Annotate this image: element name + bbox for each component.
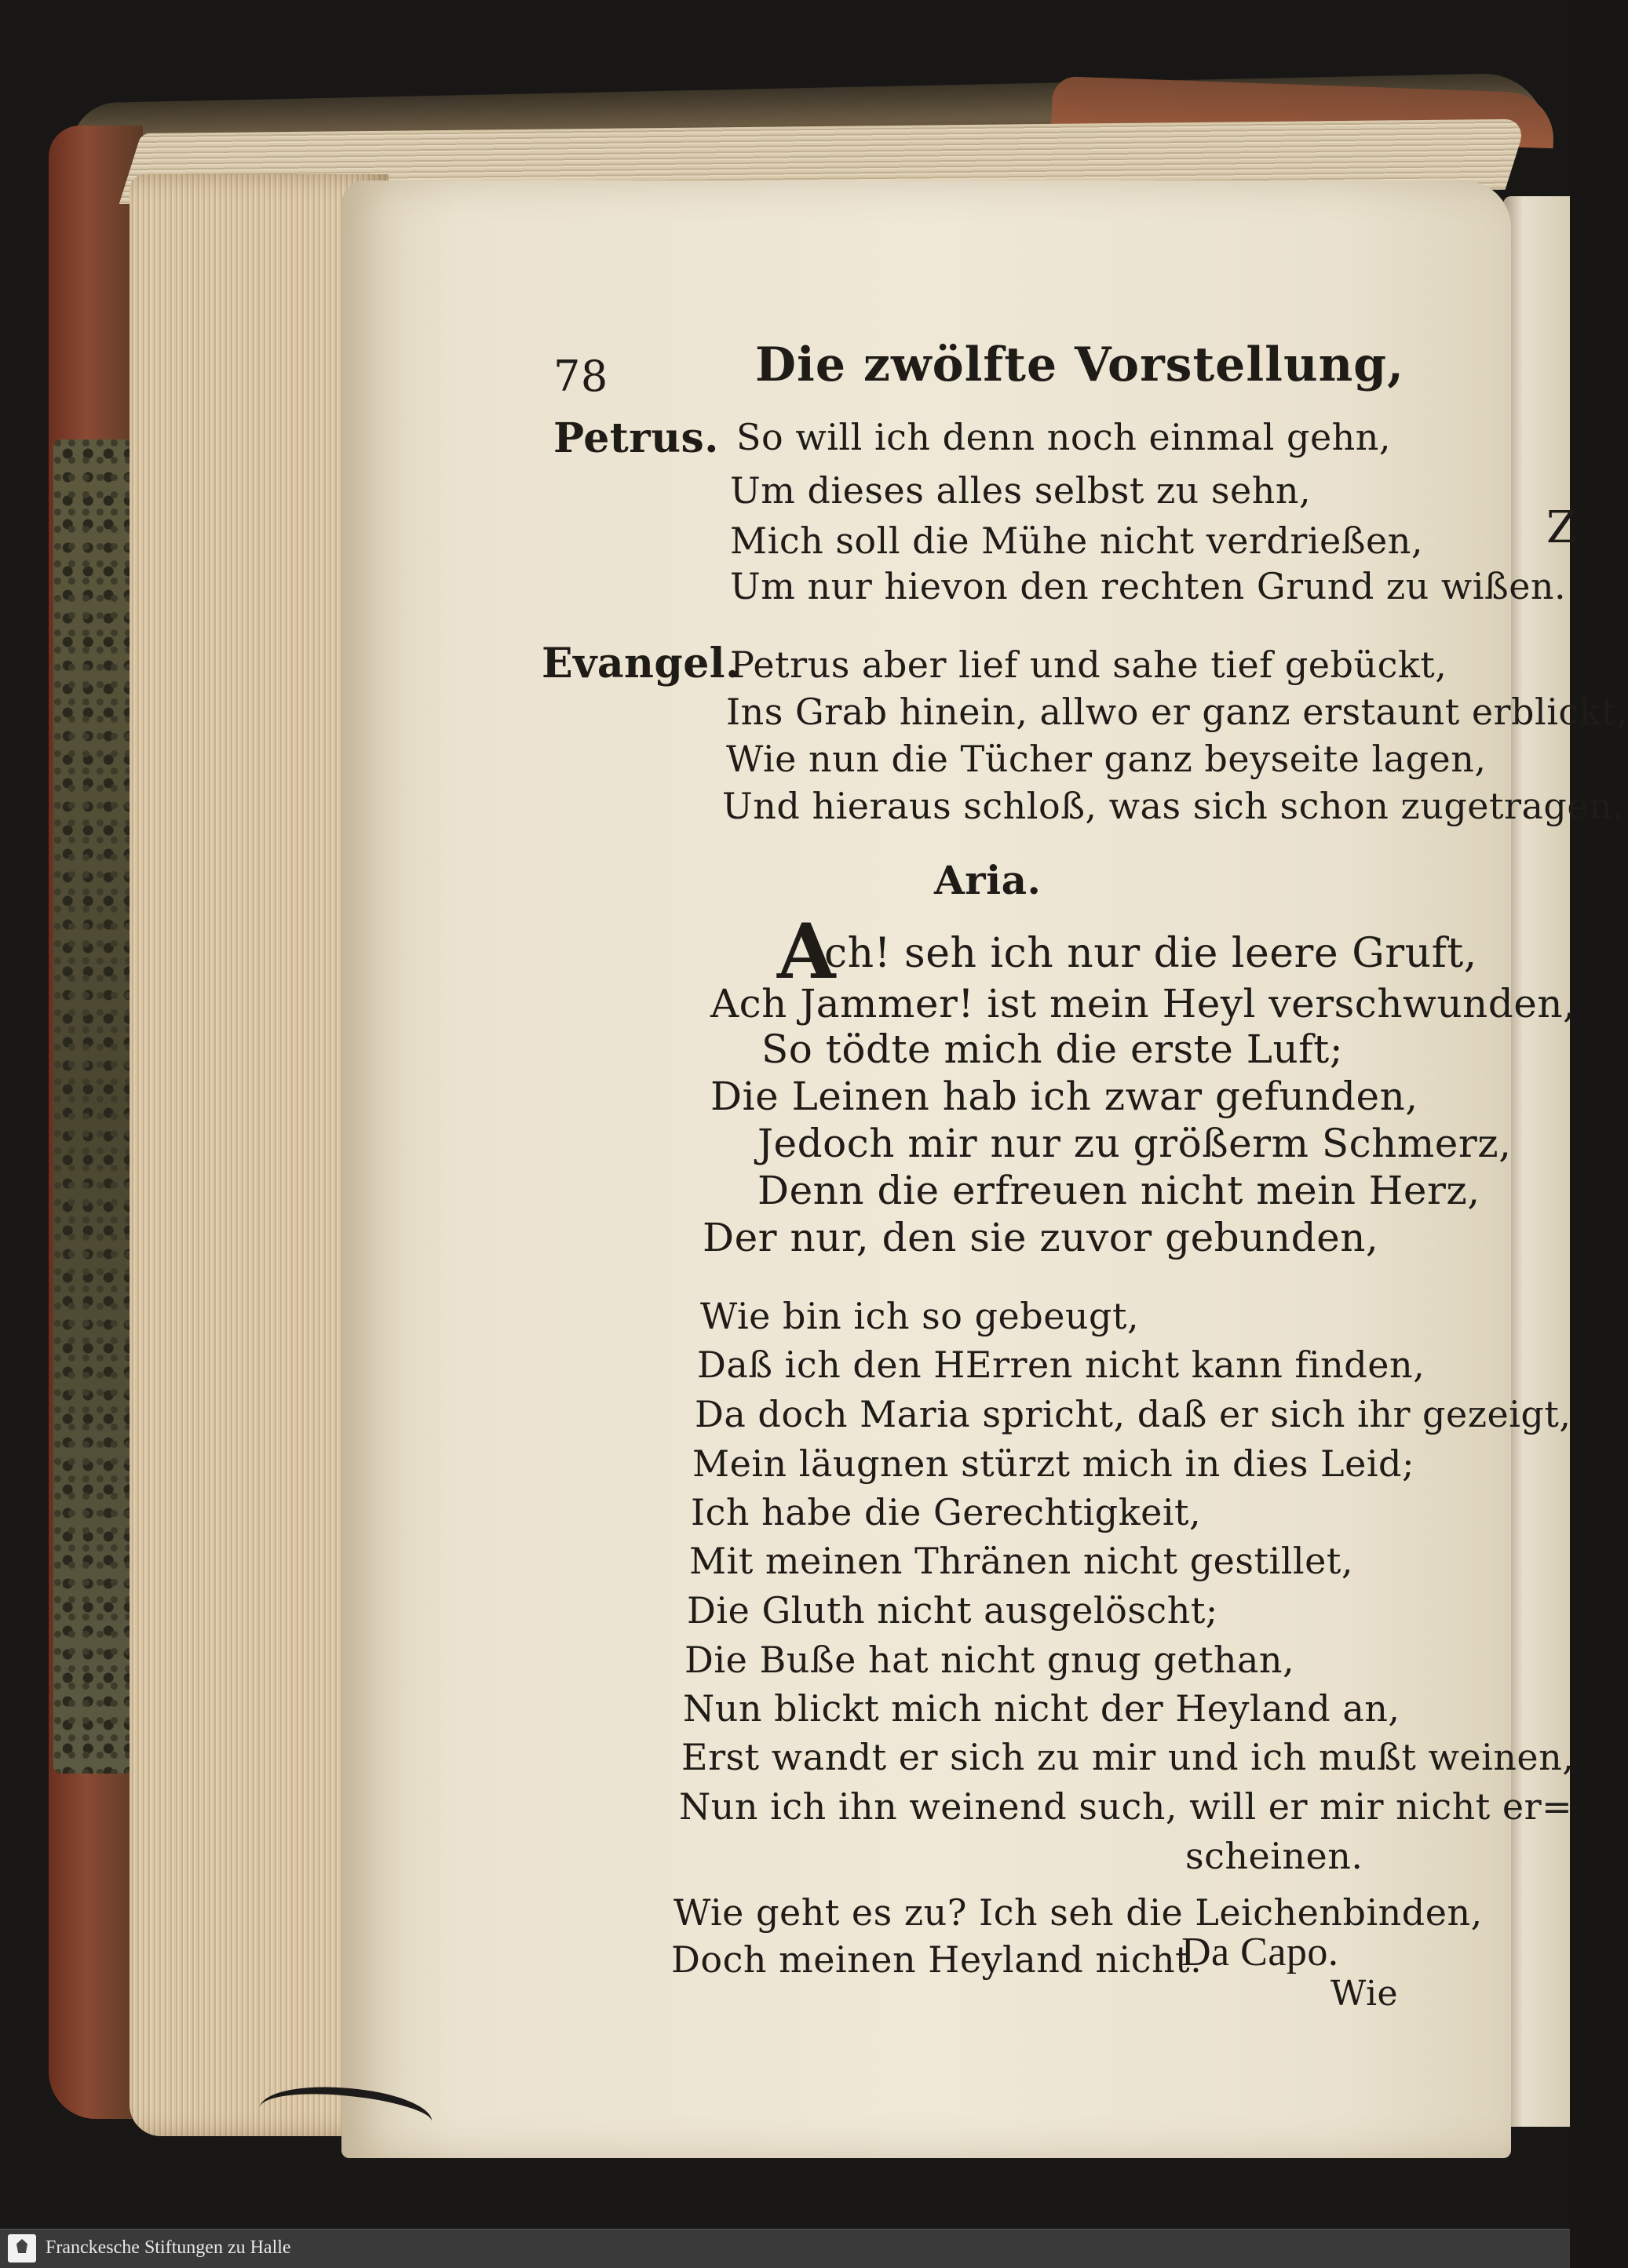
page-number: 78 <box>553 352 608 401</box>
aria-line: Ach Jammer! ist mein Heyl verschwunden, <box>710 981 1576 1026</box>
facing-page-fragment: Z <box>1546 502 1578 553</box>
verse-line: Ins Grab hinein, allwo er ganz erstaunt erblickt, <box>726 691 1628 733</box>
marbled-cover-panel <box>53 439 132 1774</box>
aria-line-continuation: scheinen. <box>1185 1835 1363 1877</box>
aria-line: Daß ich den HErren nicht kann finden, <box>697 1344 1425 1386</box>
aria-line: Doch meinen Heyland nicht. <box>671 1938 1203 1981</box>
verse-line: Mich soll die Mühe nicht verdrießen, <box>730 520 1423 562</box>
aria-heading: Aria. <box>934 857 1042 903</box>
verse-line: Um dieses alles selbst zu sehn, <box>730 469 1312 512</box>
drop-capital: A <box>777 907 836 996</box>
aria-line: Wie bin ich so gebeugt, <box>700 1295 1140 1337</box>
da-capo-marking: Da Capo. <box>1181 1930 1339 1974</box>
footer-bar <box>0 2229 1570 2268</box>
institution-name: Franckesche Stiftungen zu Halle <box>46 2237 291 2258</box>
aria-line: Mit meinen Thränen nicht gestillet, <box>689 1540 1353 1582</box>
running-head: Die zwölfte Vorstellung, <box>755 337 1405 392</box>
aria-line: ch! seh ich nur die leere Gruft, <box>824 930 1477 977</box>
aria-line: Nun ich ihn weinend such, will er mir nicht er= <box>679 1785 1573 1828</box>
institution-logo-icon <box>8 2234 36 2263</box>
verse-line: Petrus aber lief und sahe tief gebückt, <box>730 644 1447 686</box>
aria-line: Die Gluth nicht ausgelöscht; <box>687 1589 1218 1632</box>
aria-line: Ich habe die Gerechtigkeit, <box>691 1491 1202 1533</box>
aria-line: Mein läugnen stürzt mich in dies Leid; <box>692 1442 1414 1485</box>
aria-line: Die Buße hat nicht gnug gethan, <box>684 1639 1295 1681</box>
aria-line: Da doch Maria spricht, daß er sich ihr gezeigt, <box>695 1393 1571 1435</box>
verse-line: So will ich denn noch einmal gehn, <box>736 416 1392 458</box>
aria-line: Die Leinen hab ich zwar gefunden, <box>710 1074 1418 1119</box>
aria-line: Der nur, den sie zuvor gebunden, <box>703 1215 1379 1260</box>
aria-line: Wie geht es zu? Ich seh die Leichenbinden, <box>673 1891 1483 1934</box>
aria-line: Jedoch mir nur zu größerm Schmerz, <box>757 1121 1512 1166</box>
verse-line: Wie nun die Tücher ganz beyseite lagen, <box>726 738 1487 780</box>
speaker-evangelist: Evangel. <box>542 640 740 687</box>
speaker-petrus: Petrus. <box>553 414 719 462</box>
catchword: Wie <box>1331 1974 1399 2014</box>
verse-line: Um nur hievon den rechten Grund zu wißen. <box>730 565 1567 607</box>
aria-line: Denn die erfreuen nicht mein Herz, <box>757 1168 1480 1213</box>
facing-page-edge <box>1503 196 1570 2127</box>
aria-line: Erst wandt er sich zu mir und ich mußt weinen, <box>681 1736 1575 1778</box>
aria-line: So tödte mich die erste Luft; <box>761 1026 1344 1072</box>
verse-line: Und hieraus schloß, was sich schon zugetragen. <box>722 785 1625 827</box>
aria-line: Nun blickt mich nicht der Heyland an, <box>683 1687 1400 1730</box>
